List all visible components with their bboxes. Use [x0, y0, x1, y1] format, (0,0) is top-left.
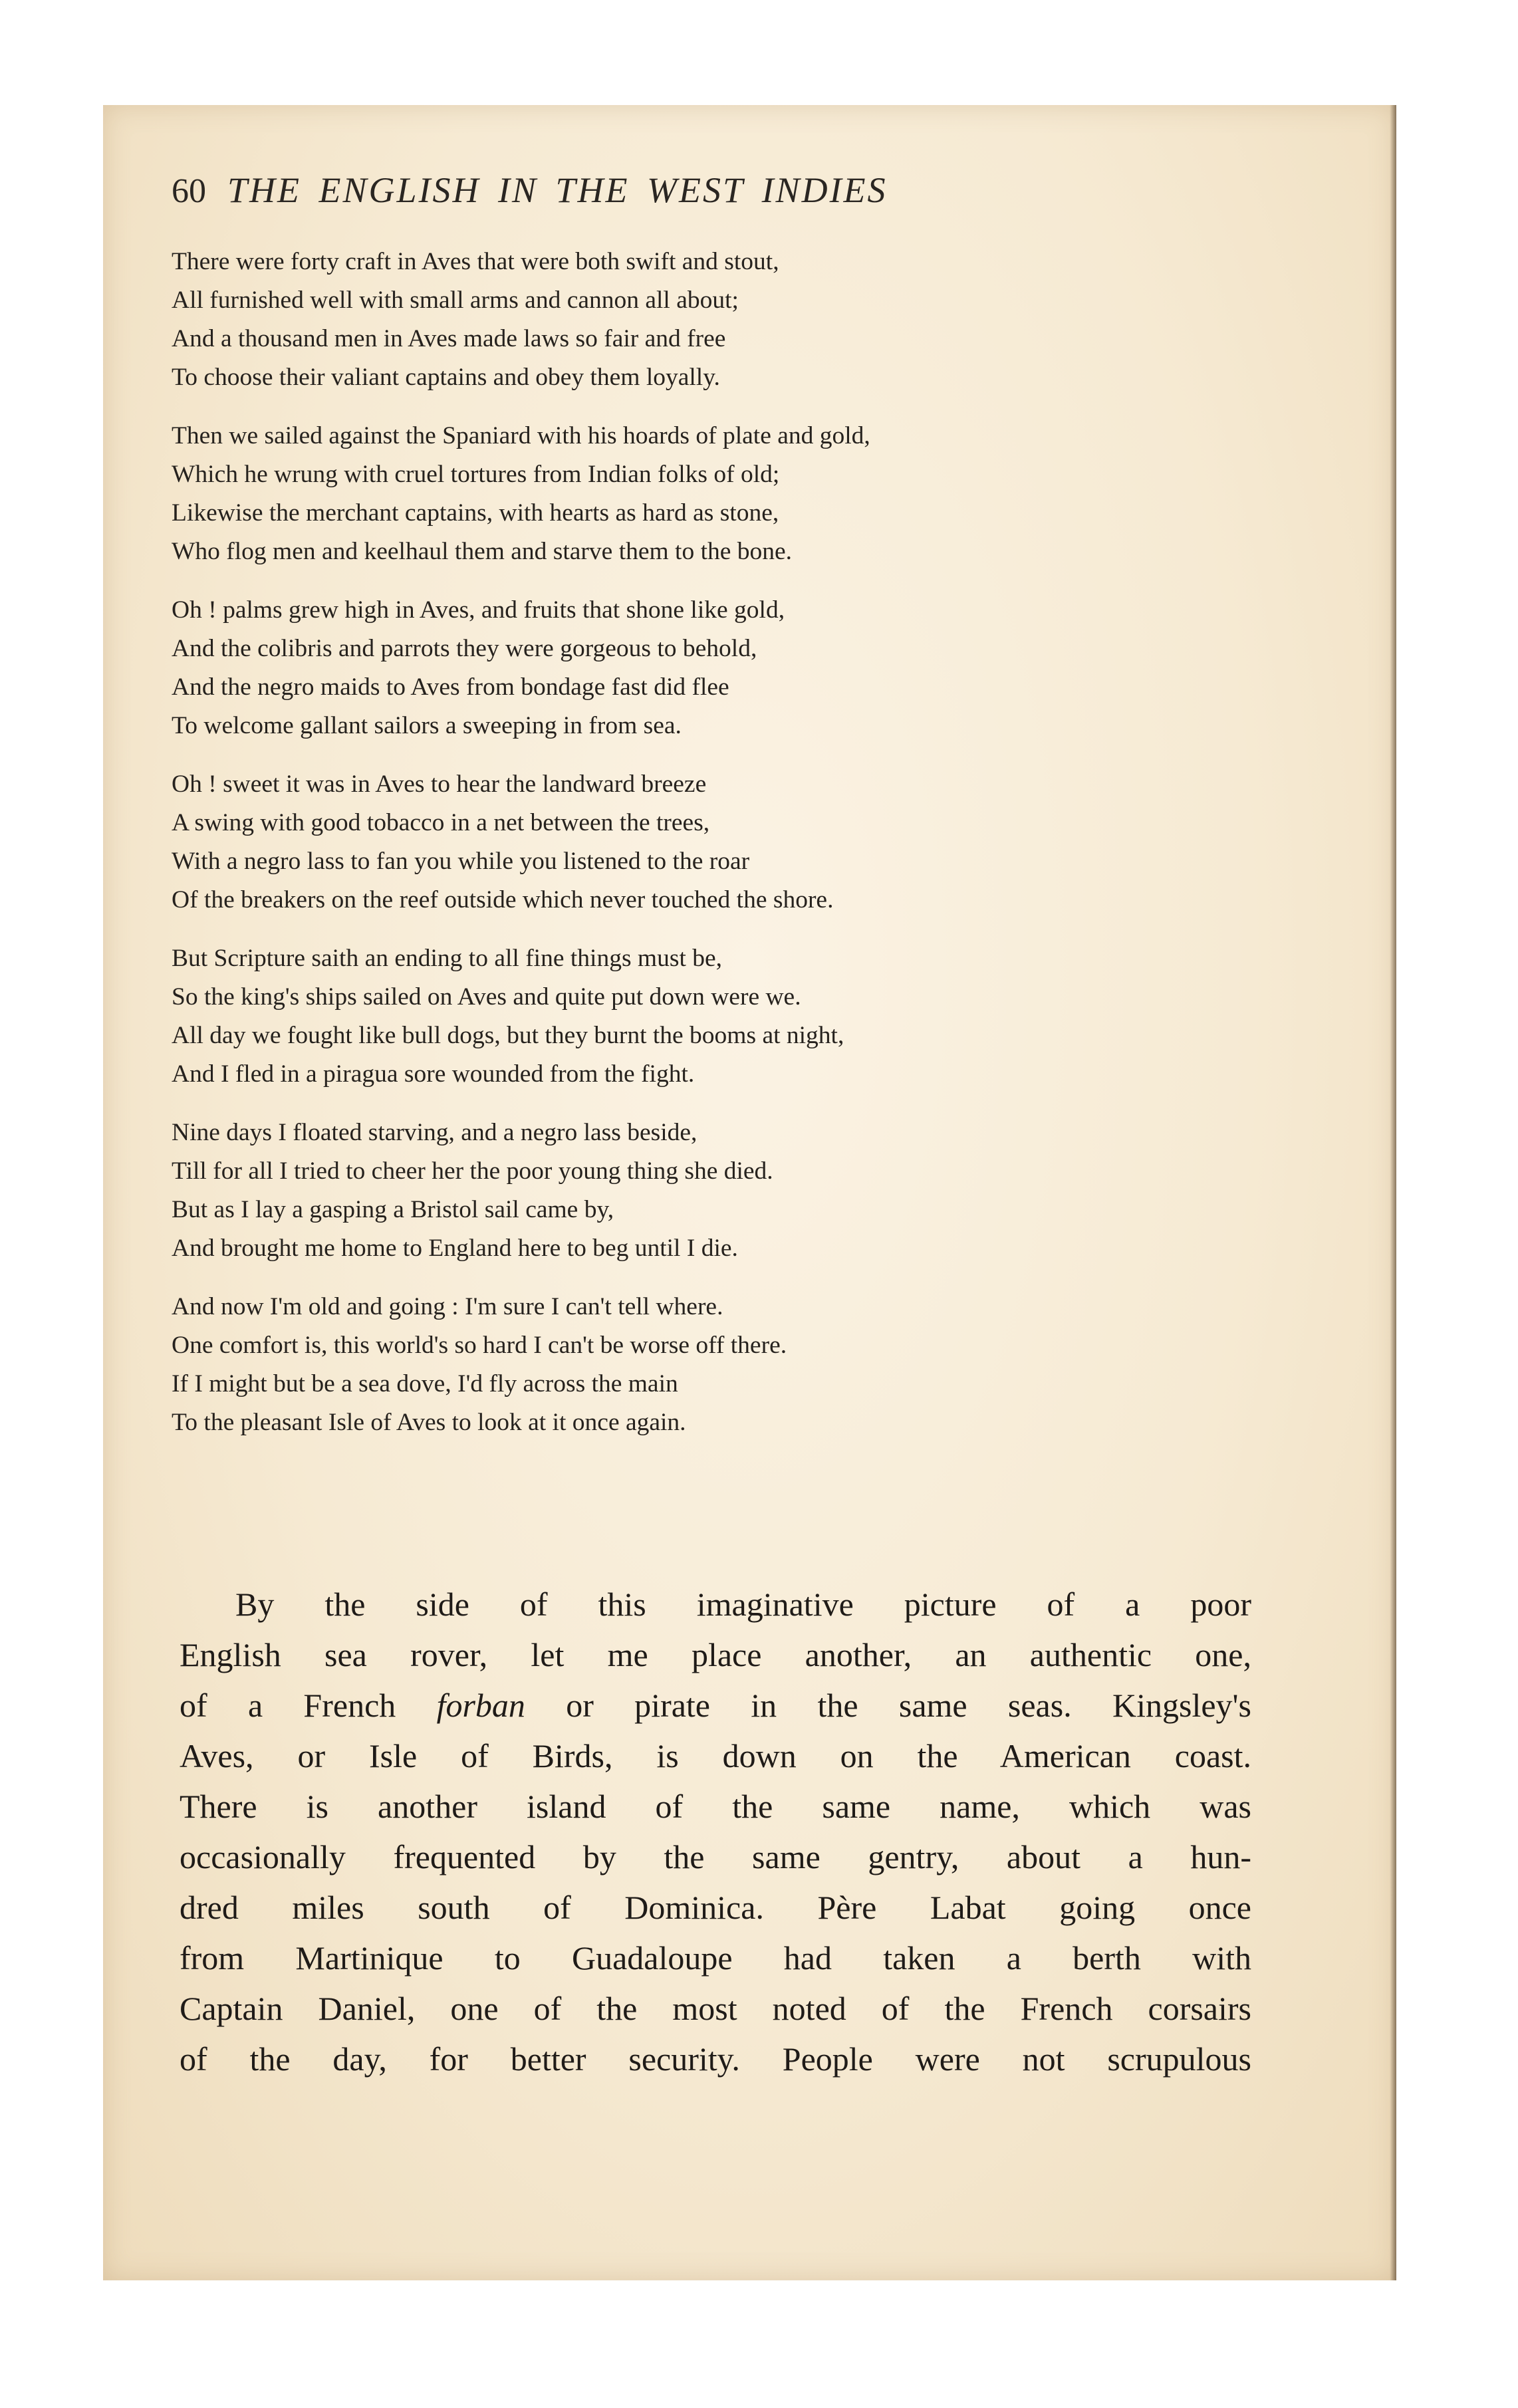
verse-line: But as I lay a gasping a Bristol sail came by,: [172, 1196, 614, 1223]
prose-line: dred miles south of Dominica. Père Labat going once: [180, 1889, 1251, 1926]
verse-line: Which he wrung with cruel tortures from Indian folks of old;: [172, 461, 780, 488]
prose-line: occasionally frequented by the same gentry, about a hun-: [180, 1838, 1251, 1875]
verse-line: Oh ! sweet it was in Aves to hear the landward breeze: [172, 771, 707, 798]
prose-paragraph: [180, 1579, 1251, 2084]
verse-line: If I might but be a sea dove, I'd fly across the main: [172, 1370, 678, 1397]
prose-line: of the day, for better security. People were not scrupulous: [180, 2040, 1251, 2078]
prose-line: [180, 1680, 1251, 1731]
verse-line: Then we sailed against the Spaniard with his hoards of plate and gold,: [172, 422, 870, 449]
verse-line: Who flog men and keelhaul them and starve them to the bone.: [172, 538, 793, 565]
verse-line: All furnished well with small arms and cannon all about;: [172, 287, 739, 314]
verse-line: Nine days I floated starving, and a negro lass beside,: [172, 1119, 697, 1146]
page-number: 60: [172, 172, 206, 210]
italic-word: forban: [436, 1687, 525, 1724]
running-header: [172, 170, 888, 211]
verse-line: All day we fought like bull dogs, but they burnt the booms at night,: [172, 1022, 844, 1049]
poem: [172, 243, 1249, 1462]
stanza-7: [172, 1288, 1249, 1442]
stanza-5: [172, 939, 1249, 1094]
verse-line: Oh ! palms grew high in Aves, and fruits that shone like gold,: [172, 596, 785, 624]
stanza-1: [172, 243, 1249, 397]
verse-line: One comfort is, this world's so hard I can't be worse off there.: [172, 1332, 787, 1359]
prose-line: There is another island of the same name, which was: [180, 1788, 1251, 1825]
verse-line: But Scripture saith an ending to all fine things must be,: [172, 945, 723, 972]
stanza-4: [172, 765, 1249, 919]
verse-line: And now I'm old and going : I'm sure I can't tell where.: [172, 1293, 723, 1320]
prose-line: By the side of this imaginative picture of a poor: [235, 1586, 1251, 1623]
stanza-2: [172, 417, 1249, 571]
verse-line: With a negro lass to fan you while you listened to the roar: [172, 848, 750, 875]
verse-line: And the colibris and parrots they were gorgeous to behold,: [172, 635, 757, 662]
verse-line: To welcome gallant sailors a sweeping in from sea.: [172, 712, 682, 739]
prose-line: Aves, or Isle of Birds, is down on the American coast.: [180, 1737, 1251, 1774]
verse-line: There were forty craft in Aves that were both swift and stout,: [172, 248, 779, 275]
verse-line: And brought me home to England here to beg until I die.: [172, 1235, 738, 1262]
verse-line: To the pleasant Isle of Aves to look at it once again.: [172, 1409, 686, 1436]
stanza-3: [172, 591, 1249, 745]
stanza-6: [172, 1114, 1249, 1268]
running-title: THE ENGLISH IN THE WEST INDIES: [227, 170, 888, 210]
prose-line: from Martinique to Guadaloupe had taken a berth with: [180, 1939, 1251, 1977]
prose-line: Captain Daniel, one of the most noted of the French corsairs: [180, 1990, 1251, 2027]
verse-line: A swing with good tobacco in a net between the trees,: [172, 809, 710, 836]
prose-line: English sea rover, let me place another, an authentic one,: [180, 1636, 1251, 1673]
page-edge-shadow: [1390, 105, 1396, 2280]
prose-text: of a French: [180, 1687, 437, 1724]
verse-line: So the king's ships sailed on Aves and quite put down were we.: [172, 983, 801, 1011]
verse-line: And a thousand men in Aves made laws so fair and free: [172, 325, 726, 352]
prose-text: or pirate in the same seas. Kingsley's: [525, 1687, 1251, 1724]
verse-line: Likewise the merchant captains, with hearts as hard as stone,: [172, 499, 779, 527]
verse-line: And the negro maids to Aves from bondage fast did flee: [172, 673, 729, 701]
verse-line: And I fled in a piragua sore wounded from the fight.: [172, 1060, 695, 1088]
verse-line: Of the breakers on the reef outside which never touched the shore.: [172, 886, 834, 913]
verse-line: Till for all I tried to cheer her the poor young thing she died.: [172, 1157, 773, 1185]
verse-line: To choose their valiant captains and obey them loyally.: [172, 364, 720, 391]
